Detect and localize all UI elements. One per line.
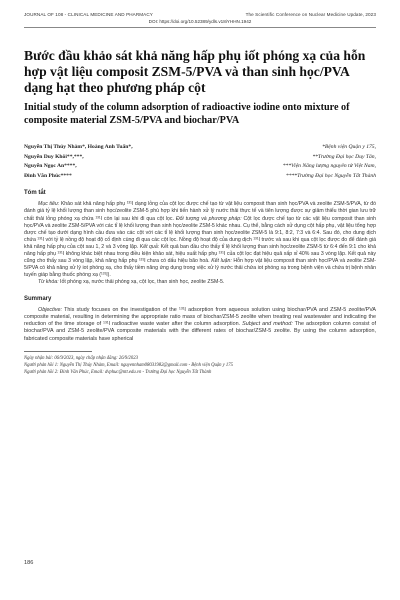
summary-body	[24, 307, 376, 343]
keywords-label: Từ khóa:	[38, 279, 59, 286]
summary-method-label: Subject and method:	[242, 321, 293, 328]
abstract-method-label: Đối tượng và phương pháp:	[175, 215, 242, 222]
footnotes	[24, 355, 376, 377]
abstract-aim-label: Mục tiêu:	[38, 201, 60, 208]
author-names	[24, 143, 133, 181]
conference-name: The Scientific Conference on Nuclear Medicine Update, 2023	[245, 12, 376, 17]
abstract-result-label: Kết quả:	[139, 243, 160, 250]
affiliation-line: **Trường Đại học Duy Tân,	[312, 153, 376, 160]
footnote-divider	[24, 351, 92, 352]
author-line: Nguyễn Ngọc An****,	[24, 163, 77, 170]
author-affiliations	[283, 143, 376, 181]
title-vietnamese: Bước đầu khảo sát khả năng hấp phụ iốt phóng xạ của hỗn hợp vật liệu composit ZSM-5/PVA và than sinh học/PVA dạng hạt theo phương pháp cột	[24, 48, 366, 95]
affiliation-line: *Bệnh viện Quận y 175,	[322, 144, 376, 150]
summary-objective: This study focuses on the investigation of the ¹³¹I adsorption from aqueous solution using biochar/PVA and ZSM-5 zeolite/PVA composite material, resulting in determining the appropriate ratio mass of biochar/ZSM-5 zeolite when treating real wastewater and indicating the reduction of the time storage of ¹³¹I radioactive waste water after the column adsorption.	[24, 306, 376, 328]
author-line: Đinh Văn Phúc****	[24, 172, 72, 179]
summary-objective-label: Objective:	[38, 306, 62, 313]
doi-line[interactable]: DOI: https://doi.org/10.52389/ydls.v18iYHHN.1942	[148, 19, 252, 24]
author-block	[24, 143, 376, 181]
abstract-aim: Khảo sát khả năng hấp phụ ¹³¹I dạng lỏng của cột lọc được chế tạo từ vật liệu composit than sinh học/PVA và zeolite ZSM-5/PVA, từ đó đánh giá tỷ lệ khối lượng than sinh học/zeolite ZSM-5 phù hợp khi tiến hành xử lý nước thải thực tế và tiên lượng được sự giảm thiểu thời gian lưu trữ chất thải lỏng phóng xạ chứa ¹³¹I còn lại sau khi đi qua cột lọc.	[24, 201, 377, 222]
footnote-received: Ngày nhận bài: 06/9/2023, ngày chấp nhận đăng: 26/9/2023	[24, 355, 138, 361]
summary-heading: Summary	[24, 295, 52, 302]
page-number: 186	[24, 560, 34, 566]
header-divider	[24, 27, 376, 28]
abstract-heading: Tóm tắt	[24, 190, 46, 197]
keywords-text: Iốt phóng xạ, nước thải phóng xạ, cột lọc, than sinh học, zeolite ZSM-5.	[58, 279, 225, 286]
affiliation-line: ***Viện Năng lượng nguyên tử Việt Nam,	[282, 163, 376, 170]
abstract-conclusion: Hỗn hợp vật liệu composit than sinh học/PVA và zeolite ZSM-5/PVA có khả năng xử lý iot phóng xạ, cho thấy tiềm năng ứng dụng trong việc xử lý nước thải chứa iot phóng xạ trong bệnh viện và chứa trị bệnh nhân tuyến giáp bằng thuốc phóng xạ (¹³¹I).	[24, 258, 376, 279]
footnote-contact-1: Người phản hồi 1: Nguyễn Thị Thúy Nhàm, Email: nguyennham08031982@gmail.com - Bệnh viện Quận y 175	[24, 363, 233, 369]
footnote-contact-2: Người phản hồi 2: Đinh Văn Phúc, Email: dvphuc@ntt.edu.vn - Trường Đại học Nguyễn Tất Thành	[24, 370, 212, 376]
abstract-method: Cột lọc được chế tạo từ các vật liệu composit than sinh học/PVA và zeolite ZSM-5/PVA với các tỉ lệ khối lượng than sinh học/zeolite ZSM-5 khác nhau. Cụ thể, bằng cách sử dụng cột hấp phụ, vật liệu tổng hợp được chế tạo dưới dạng hình cầu đưa vào các cột với các tỉ lệ khối lượng than sinh học/zeolite ZSM-5 là 9:1, 8:2, 7:3 và 6:4. Sau đó, cho dung dịch chứa ¹³¹I với tỷ lệ nồng độ hoạt độ cố định cùng đi qua các cột lọc. Nồng độ hoạt độ của dung dịch ¹³¹I trước và sau khi qua cột lọc được đo để đánh giá khả năng hấp phụ của cột sau 1, 2 và 3 vòng lặp.	[24, 215, 376, 250]
abstract-body	[24, 201, 376, 279]
keywords-line	[24, 279, 376, 286]
affiliation-line: ****Trường Đại học Nguyễn Tất Thành	[285, 172, 376, 179]
abstract-conclusion-label: Kết luận:	[211, 258, 232, 265]
title-english: Initial study of the column adsorption of radioactive iodine onto mixture of composite material ZSM-5/PVA and biochar/PVA	[24, 102, 350, 126]
journal-header	[24, 12, 376, 17]
abstract-result: Kết quả ban đầu cho thấy tỉ lệ khối lượng than sinh học/zeolite ZSM-5 từ 6:4 đến 9:1 cho khả năng hấp phụ ¹³¹I không khác biệt nhau trong điều kiện khảo sát, hiệu suất hấp phụ ¹³¹I của cột lọc đạt hiệu quả xấp xỉ 40% sau 3 vòng lặp. Kết quả này cũng cho thấy sau 3 vòng lặp, khả năng hấp phụ ¹³¹I chưa có dấu hiệu bão hoà.	[24, 243, 377, 265]
summary-method: The adsorption column consist of biochar/PVA and ZSM-5 zeolite/PVA composite materials with the different rates of biochar/ZSM-5 zeolite. By using the column adsorption, fabricated composite materials have spherical	[24, 321, 376, 342]
journal-name: JOURNAL OF 108 - CLINICAL MEDICINE AND PHARMACY	[24, 12, 153, 17]
author-line: Nguyễn Thị Thúy Nhàm*, Hoàng Anh Tuấn*,	[24, 144, 133, 150]
author-line: Nguyễn Duy Khôi**,***,	[24, 153, 84, 160]
